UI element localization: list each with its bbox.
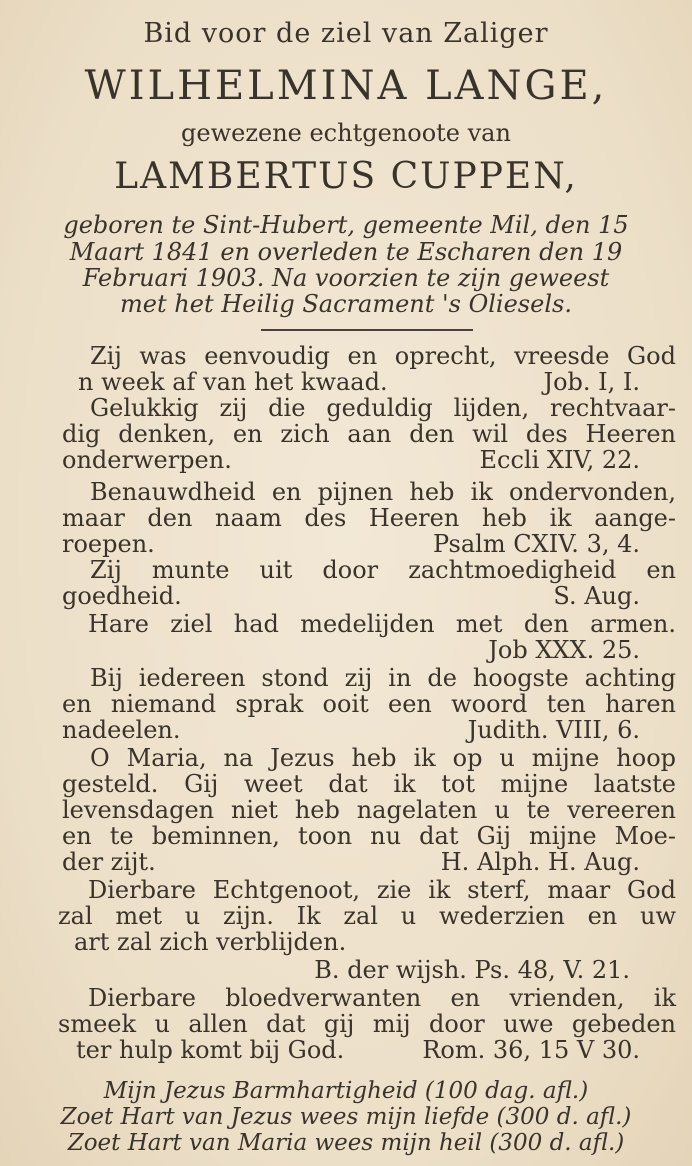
- spouse-name: LAMBERTUS CUPPEN,: [114, 156, 578, 197]
- relation-line: gewezene echtgenoote van: [181, 119, 511, 147]
- deceased-name: WILHELMINA LANGE,: [84, 63, 608, 109]
- body-line: onderwerpen.: [62, 446, 232, 474]
- body-line: Gelukkig zij die geduldig lijden, rechtvaar-: [90, 394, 676, 422]
- body-line: Dierbare bloedverwanten en vrienden, ik: [88, 984, 676, 1012]
- body-line: maar den naam des Heeren heb ik aange-: [62, 504, 676, 532]
- body-line: gesteld. Gij weet dat ik tot mijne laatste: [62, 770, 676, 798]
- bio-line-4: met het Heilig Sacrament 's Oliesels.: [120, 290, 572, 318]
- body-line: der zijt.: [62, 848, 156, 876]
- body-line: Benauwdheid en pijnen heb ik ondervonden,: [90, 478, 676, 506]
- prayer-line-3: Zoet Hart van Maria wees mijn heil (300 d. afl.): [67, 1130, 625, 1156]
- scripture-reference: Eccli XIV, 22.: [479, 446, 640, 474]
- body-line: ter hulp komt bij God.: [76, 1036, 345, 1064]
- scripture-reference: Job. I, I.: [543, 368, 640, 396]
- body-line: levensdagen niet heb nagelaten u te vereeren: [62, 796, 676, 824]
- body-line: zal met u zijn. Ik zal u wederzien en uw: [58, 902, 676, 930]
- scripture-reference: Psalm CXIV. 3, 4.: [433, 530, 640, 558]
- bio-line-3: Februari 1903. Na voorzien te zijn geweest: [82, 264, 610, 292]
- body-line: Bij iedereen stond zij in de hoogste achting: [90, 664, 676, 692]
- scripture-reference: Job XXX. 25.: [488, 636, 640, 664]
- scripture-reference: B. der wijsh. Ps. 48, V. 21.: [314, 956, 630, 984]
- body-line: nadeelen.: [62, 716, 181, 744]
- body-line: O Maria, na Jezus heb ik op u mijne hoop: [90, 744, 676, 772]
- body-line: en te beminnen, toon nu dat Gij mijne Moe-: [62, 822, 676, 850]
- body-line: goedheid.: [62, 582, 182, 610]
- intro-line: Bid voor de ziel van Zaliger: [143, 18, 549, 49]
- divider: [261, 329, 473, 331]
- scripture-reference: S. Aug.: [553, 582, 640, 610]
- body-line: Hare ziel had medelijden met den armen.: [88, 610, 676, 638]
- body-line: dig denken, en zich aan den wil des Heeren: [62, 420, 676, 448]
- body-line: roepen.: [62, 530, 155, 558]
- scripture-reference: Judith. VIII, 6.: [467, 716, 640, 744]
- prayer-line-2: Zoet Hart van Jezus wees mijn liefde (300 d. afl.): [60, 1104, 632, 1130]
- scripture-reference: Rom. 36, 15 V 30.: [422, 1036, 640, 1064]
- body-line: Zij munte uit door zachtmoedigheid en: [90, 556, 676, 584]
- body-line: smeek u allen dat gij mij door uwe gebeden: [58, 1010, 676, 1038]
- body-line: Zij was eenvoudig en oprecht, vreesde God: [90, 342, 676, 370]
- body-line: en niemand sprak ooit een woord ten haren: [62, 690, 676, 718]
- bio-line-2: Maart 1841 en overleden te Escharen den 19: [69, 238, 623, 266]
- body-line: n week af van het kwaad.: [78, 368, 388, 396]
- scripture-reference: H. Alph. H. Aug.: [440, 848, 640, 876]
- body-line: art zal zich verblijden.: [74, 928, 347, 956]
- prayer-line-1: Mijn Jezus Barmhartigheid (100 dag. afl.): [103, 1078, 589, 1104]
- body-line: Dierbare Echtgenoot, zie ik sterf, maar God: [88, 876, 676, 904]
- bio-line-1: geboren te Sint-Hubert, gemeente Mil, den 15: [63, 211, 629, 239]
